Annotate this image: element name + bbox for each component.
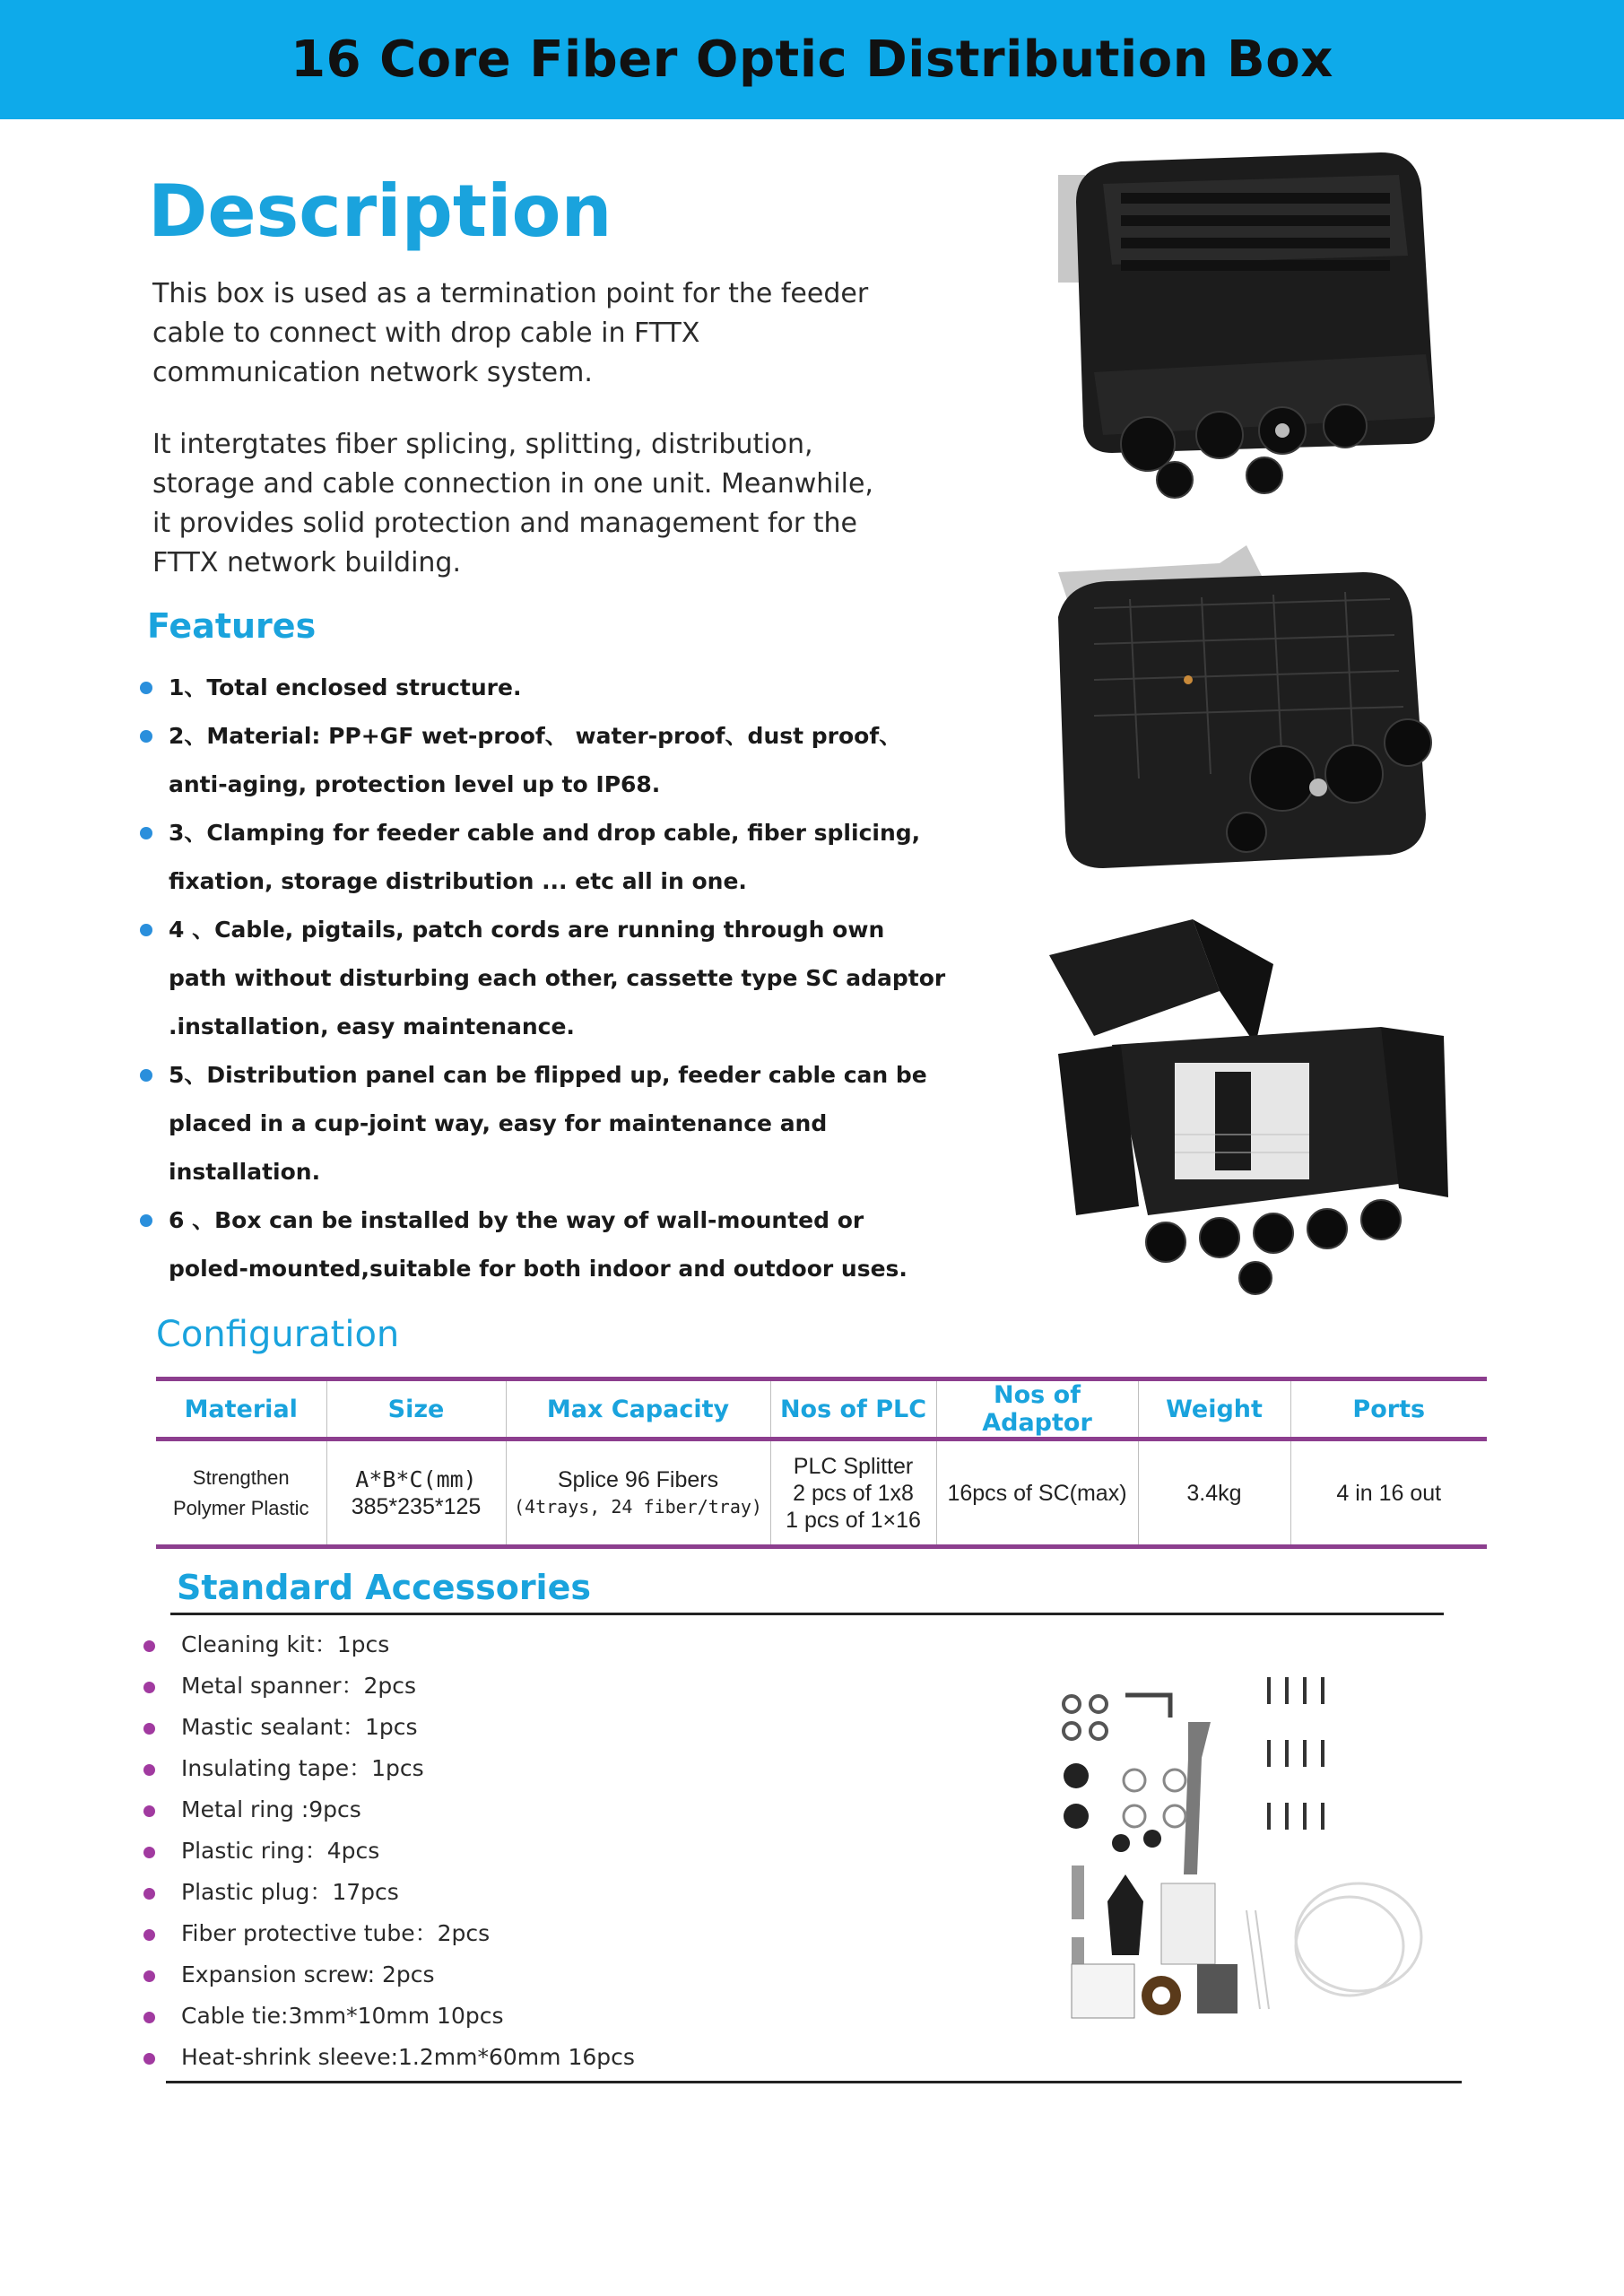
feature-item: [140, 1051, 947, 1196]
feature-item: [140, 712, 947, 809]
cell-text: 2 pcs of 1x8: [793, 1480, 914, 1506]
column-header: Nos of PLC: [770, 1379, 936, 1439]
bullet-icon: [143, 2053, 155, 2065]
feature-text: 3、Clamping for feeder cable and drop cable, fiber splicing, fixation, storage distribution ... etc all in one.: [169, 820, 921, 894]
cell-weight: 3.4kg: [1138, 1439, 1290, 1547]
bullet-icon: [143, 1847, 155, 1858]
list-item: [143, 1707, 635, 1748]
bullet-icon: [143, 2012, 155, 2023]
list-item: [143, 1996, 635, 2037]
column-header: Size: [326, 1379, 506, 1439]
accessory-text: Plastic ring：4pcs: [181, 1838, 380, 1864]
column-header: Material: [156, 1379, 326, 1439]
accessory-text: Plastic plug：17pcs: [181, 1879, 399, 1905]
divider: [166, 2081, 1462, 2083]
cell-text: 385*235*125: [351, 1493, 482, 1519]
accessories-photo: [1054, 1668, 1430, 2027]
product-photo-open: [1040, 545, 1453, 904]
accessory-text: Mastic sealant：1pcs: [181, 1714, 418, 1740]
list-item: [143, 1954, 635, 1996]
table-row: [156, 1439, 1487, 1547]
cell-text: (4trays, 24 fiber/tray): [514, 1495, 762, 1518]
cell-size: [326, 1439, 506, 1547]
accessories-list: [143, 1624, 635, 2078]
column-header: Max Capacity: [506, 1379, 770, 1439]
list-item: [143, 2037, 635, 2078]
accessories-heading: Standard Accessories: [177, 1568, 591, 1607]
bullet-icon: [143, 1682, 155, 1693]
bullet-icon: [143, 1640, 155, 1652]
description-heading: Description: [148, 170, 612, 253]
accessory-text: Heat-shrink sleeve:1.2mm*60mm 16pcs: [181, 2044, 635, 2070]
cell-plc: [770, 1439, 936, 1547]
feature-text: 2、Material: PP+GF wet-proof、 water-proof、dust proof、anti-aging, protection level up to IP68.: [169, 723, 902, 797]
bullet-icon: [140, 1069, 152, 1082]
product-photo-inside: [1040, 910, 1453, 1314]
cell-capacity: [506, 1439, 770, 1547]
bullet-icon: [143, 1970, 155, 1982]
accessory-text: Metal spanner：2pcs: [181, 1673, 417, 1699]
cell-text: A*B*C(mm): [355, 1465, 477, 1492]
configuration-heading: Configuration: [156, 1314, 400, 1355]
feature-item: [140, 1196, 947, 1293]
cell-text: Strengthen: [192, 1465, 290, 1489]
divider: [170, 1613, 1444, 1615]
list-item: [143, 1872, 635, 1913]
configuration-table: [156, 1377, 1487, 1549]
feature-item: [140, 809, 947, 906]
table-header-row: [156, 1379, 1487, 1439]
cell-material: [156, 1439, 326, 1547]
bullet-icon: [140, 682, 152, 694]
feature-text: 6 、Box can be installed by the way of wall-mounted or poled-mounted,suitable for both indoor and outdoor uses.: [169, 1207, 908, 1282]
accessory-text: Cleaning kit：1pcs: [181, 1631, 390, 1657]
cell-text: 1 pcs of 1×16: [786, 1507, 921, 1533]
accessory-text: Expansion screw: 2pcs: [181, 1961, 435, 1987]
cell-text: Splice 96 Fibers: [557, 1466, 719, 1492]
accessory-text: Fiber protective tube：2pcs: [181, 1920, 491, 1946]
bullet-icon: [140, 827, 152, 839]
feature-item: [140, 664, 947, 712]
cell-text: PLC Splitter: [793, 1453, 914, 1479]
column-header: Nos of Adaptor: [936, 1379, 1138, 1439]
description-paragraph-2: It intergtates fiber splicing, splitting, distribution, storage and cable connection in one unit. Meanwhile, it provides solid protection and management for the FTTX network building.: [152, 429, 873, 578]
cell-text: Polymer Plastic: [172, 1496, 309, 1519]
feature-text: 1、Total enclosed structure.: [169, 674, 522, 700]
column-header: Ports: [1290, 1379, 1487, 1439]
features-heading: Features: [147, 606, 317, 646]
column-header: Weight: [1138, 1379, 1290, 1439]
bullet-icon: [140, 730, 152, 743]
list-item: [143, 1748, 635, 1789]
list-item: [143, 1624, 635, 1665]
accessory-text: Metal ring :9pcs: [181, 1796, 361, 1822]
product-photo-closed: [1040, 148, 1453, 538]
bullet-icon: [143, 1805, 155, 1817]
bullet-icon: [140, 1214, 152, 1227]
list-item: [143, 1789, 635, 1831]
list-item: [143, 1831, 635, 1872]
bullet-icon: [143, 1929, 155, 1941]
bullet-icon: [143, 1723, 155, 1735]
accessory-text: Cable tie:3mm*10mm 10pcs: [181, 2003, 504, 2029]
feature-item: [140, 906, 947, 1051]
feature-text: 4 、Cable, pigtails, patch cords are running through own path without disturbing each other, cassette type SC adaptor .installation, easy maintenance.: [169, 917, 946, 1039]
features-list: [140, 664, 947, 1293]
list-item: [143, 1913, 635, 1954]
list-item: [143, 1665, 635, 1707]
bullet-icon: [140, 924, 152, 936]
cell-ports: 4 in 16 out: [1290, 1439, 1487, 1547]
header-banner: [0, 0, 1624, 119]
cell-adaptor: 16pcs of SC(max): [936, 1439, 1138, 1547]
feature-text: 5、Distribution panel can be flipped up, feeder cable can be placed in a cup-joint way, easy for maintenance and installation.: [169, 1062, 927, 1185]
description-paragraph-1: This box is used as a termination point for the feeder cable to connect with drop cable in FTTX communication network system.: [152, 278, 869, 388]
accessory-text: Insulating tape：1pcs: [181, 1755, 424, 1781]
page-title: 16 Core Fiber Optic Distribution Box: [291, 30, 1333, 89]
bullet-icon: [143, 1764, 155, 1776]
bullet-icon: [143, 1888, 155, 1900]
